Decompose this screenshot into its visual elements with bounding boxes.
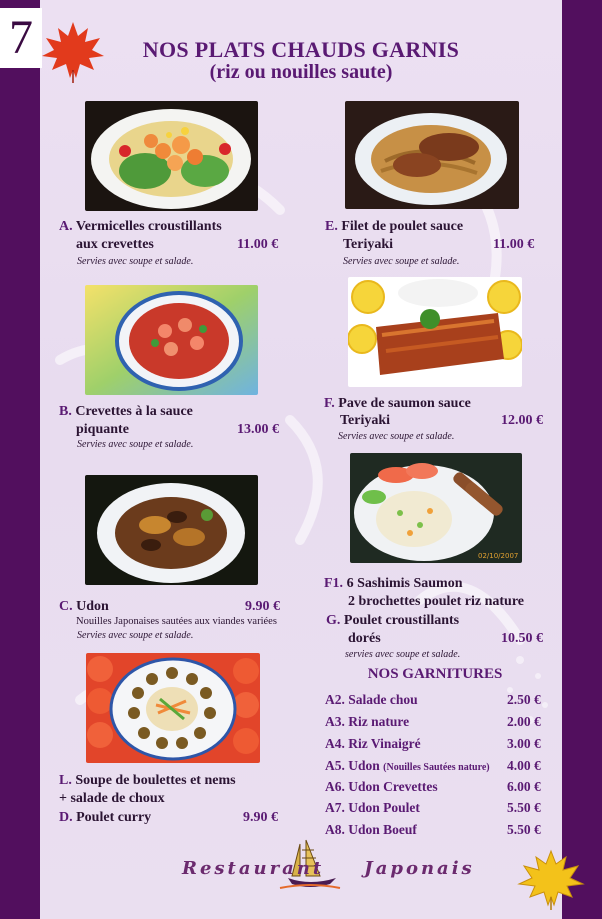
dish-f1-name: 6 Sashimis Saumon [346, 576, 463, 591]
garniture-name: Udon Poulet [348, 800, 420, 815]
page-title: NOS PLATS CHAUDS GARNIS [142, 37, 460, 62]
garniture-name: Udon Boeuf [348, 822, 417, 837]
garniture-a7-price: 5.50 € [507, 800, 541, 815]
dish-c-code: C. [59, 599, 73, 614]
dish-l-name: Soupe de boulettes et nems [75, 773, 236, 788]
garniture-a2-price: 2.50 € [507, 692, 541, 707]
dish-b-price: 13.00 € [237, 422, 279, 437]
garniture-code: A5. [325, 758, 345, 773]
page-subtitle: (riz ou nouilles saute) [209, 61, 393, 83]
dish-f1-code: F1. [324, 576, 344, 591]
dish-a-line1 [59, 219, 222, 235]
garniture-a4 [325, 736, 421, 752]
dish-e-price: 11.00 € [493, 237, 535, 252]
garniture-a5-price: 4.00 € [507, 758, 541, 773]
footer-word-japonais: Japonais [364, 858, 475, 879]
dish-b-name: Crevettes à la sauce [75, 404, 193, 419]
garnitures-title: NOS GARNITURES [367, 666, 503, 682]
garniture-code: A4. [325, 736, 345, 751]
dish-f-photo [348, 277, 522, 387]
dish-f1-line1 [324, 576, 463, 592]
dish-l-photo [86, 653, 260, 763]
dish-b-photo [85, 285, 258, 395]
dish-a-line2: aux crevettes [76, 237, 154, 252]
dish-l-line2: + salade de choux [59, 791, 165, 806]
dish-g-price: 10.50 € [501, 631, 543, 646]
garniture-a6-price: 6.00 € [507, 779, 541, 794]
garniture-a4-price: 3.00 € [507, 736, 541, 751]
garniture-a8 [325, 822, 417, 838]
dish-d-code: D. [59, 810, 73, 825]
dish-c-name: Udon [76, 599, 109, 614]
dish-a-name: Vermicelles croustillants [75, 219, 222, 234]
garniture-a5 [325, 758, 490, 774]
garniture-code: A8. [325, 822, 345, 837]
garniture-a8-price: 5.50 € [507, 822, 541, 837]
garniture-name: Udon [348, 758, 380, 773]
garniture-extra: (Nouilles Sautées nature) [383, 762, 490, 773]
dish-a-code: A. [59, 219, 73, 234]
dish-l-line1 [59, 773, 236, 789]
dish-e-photo [345, 101, 519, 209]
dish-b-code: B. [59, 404, 72, 419]
svg-text:02/10/2007: 02/10/2007 [478, 552, 519, 560]
page-number: 7 [0, 8, 42, 68]
dish-e-name: Filet de poulet sauce [341, 219, 464, 234]
left-band [0, 0, 40, 919]
dish-f-price: 12.00 € [501, 413, 543, 428]
dish-b-line1 [59, 404, 193, 420]
garniture-name: Salade chou [348, 692, 418, 707]
dish-a-photo [85, 101, 258, 211]
garniture-a6 [325, 779, 438, 795]
dish-f-line1 [324, 396, 471, 412]
dish-e-code: E. [325, 219, 338, 234]
garniture-name: Riz nature [348, 714, 410, 729]
garniture-code: A2. [325, 692, 345, 707]
dish-g-name: Poulet croustillants [343, 613, 460, 628]
right-band [562, 0, 602, 919]
dish-f-name: Pave de saumon sauce [338, 396, 471, 411]
garniture-code: A7. [325, 800, 345, 815]
dish-e-line1 [325, 219, 463, 235]
garniture-name: Udon Crevettes [348, 779, 438, 794]
dish-e-note: Servies avec soupe et salade. [343, 256, 460, 267]
garniture-a2 [325, 692, 418, 708]
footer-word-restaurant: Restaurant [182, 858, 325, 879]
dish-c-photo [85, 475, 258, 585]
dish-c-note: Servies avec soupe et salade. [77, 630, 194, 641]
dish-d-line1 [59, 810, 151, 826]
garniture-name: Riz Vinaigré [348, 736, 421, 751]
garniture-a3-price: 2.00 € [507, 714, 541, 729]
dish-f1-line2: 2 brochettes poulet riz nature [348, 594, 525, 609]
dish-g-line2: dorés [348, 631, 381, 646]
dish-c-line1 [59, 599, 109, 615]
dish-d-price: 9.90 € [243, 810, 278, 825]
dish-a-price: 11.00 € [237, 237, 279, 252]
dish-e-line2: Teriyaki [343, 237, 394, 252]
dish-c-price: 9.90 € [245, 599, 280, 614]
dish-d-name: Poulet curry [76, 810, 152, 825]
dish-f-code: F. [324, 396, 335, 411]
dish-b-note: Servies avec soupe et salade. [77, 439, 194, 450]
garniture-code: A6. [325, 779, 345, 794]
dish-g-note: servies avec soupe et salade. [345, 649, 461, 660]
garniture-code: A3. [325, 714, 345, 729]
dish-f-note: Servies avec soupe et salade. [338, 431, 455, 442]
dish-f1-g-photo [350, 453, 522, 563]
dish-g-code: G. [326, 613, 341, 628]
dish-b-line2: piquante [76, 422, 129, 437]
dish-f-line2: Teriyaki [340, 413, 391, 428]
dish-c-description: Nouilles Japonaises sautées aux viandes variées [76, 616, 277, 627]
garniture-a7 [325, 800, 420, 816]
dish-g-line1 [326, 613, 459, 629]
yellow-maple-leaf-icon [516, 849, 586, 911]
garniture-a3 [325, 714, 409, 730]
dish-l-code: L. [59, 773, 72, 788]
restaurant-signature [182, 858, 475, 879]
dish-a-note: Servies avec soupe et salade. [77, 256, 194, 267]
